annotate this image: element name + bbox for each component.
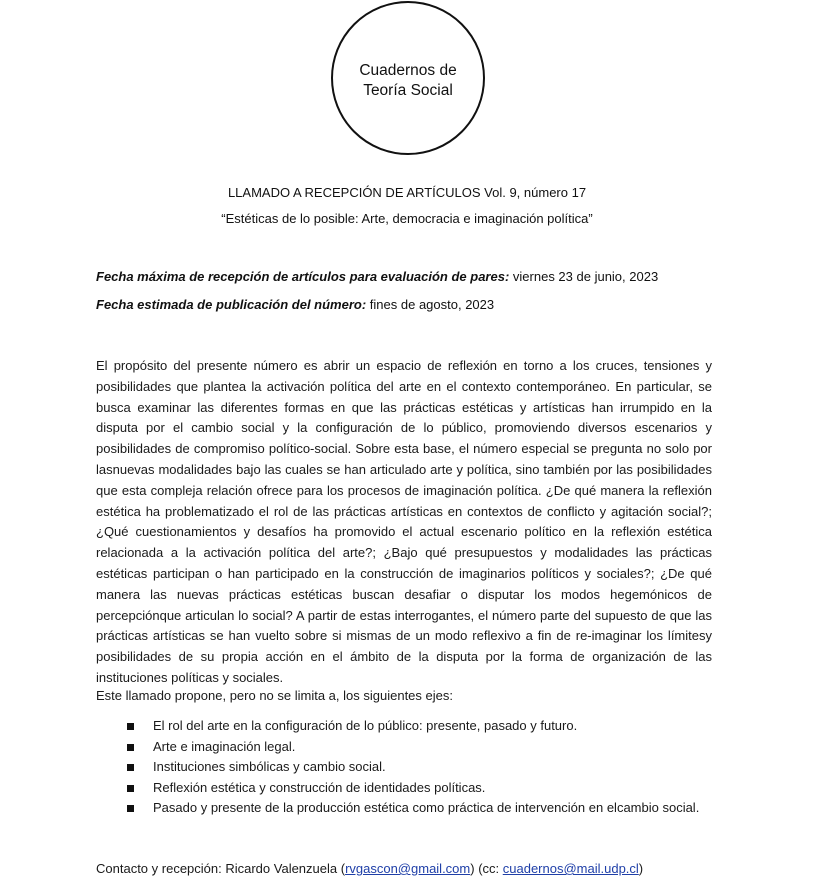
list-item — [153, 716, 713, 737]
bullet-icon — [127, 723, 134, 730]
bullet-icon — [127, 744, 134, 751]
issue-title: “Estéticas de lo posible: Arte, democracia e imaginación política” — [221, 211, 593, 226]
email-link-primary[interactable]: rvgascon@gmail.com — [345, 861, 471, 876]
eje-text: Reflexión estética y construcción de identidades políticas. — [153, 779, 486, 795]
list-item — [153, 798, 713, 819]
contact-suffix: ) — [638, 861, 644, 876]
publication-value: fines de agosto, 2023 — [366, 297, 495, 312]
eje-text: Instituciones simbólicas y cambio social. — [153, 759, 386, 775]
purpose-paragraph: El propósito del presente número es abrir un espacio de reflexión en torno a los cruces, tensiones y posibilidades que plantea la activación política del arte en el contexto contemporáneo. En particular, se busca examinar las diferentes formas en que las prácticas estéticas y artísticas han irrumpido en la disputa por el cambio social y la configuración de lo público, promoviendo diversos escenarios y posibilidades de compromiso político-social. Sobre esta base, el número especial se pregunta no solo por lasnuevas modalidades bajo las cuales se han articulado arte y política, sino también por las posibilidades que esta compleja relación ofrece para los procesos de imaginación política. ¿De qué manera la reflexión estética ha problematizado el rol de las prácticas artísticas en contextos de conflicto y agitación social?; ¿Qué cuestionamientos y desafíos ha promovido el actual escenario político en la reflexión estética relacionada a la activación política del arte?; ¿Bajo qué presupuestos y modalidades las prácticas estéticas participan o han participado en la construcción de imaginarios políticos y sociales?; ¿De qué manera las nuevas prácticas estéticas buscan desafiar o disputar los modos hegemónicos de percepciónque articulan lo social? A partir de estas interrogantes, el número parte del supuesto de que las prácticas artísticas se han vuelto sobre si mismas de un modo reflexivo a fin de re-imaginar los límitesy posibilidades de su propia acción en el ámbito de la disputa por la forma de organización de las instituciones políticas y sociales. — [96, 358, 712, 685]
eje-text: Arte e imaginación legal. — [153, 738, 296, 754]
ejes-intro: Este llamado propone, pero no se limita a, los siguientes ejes: — [96, 688, 453, 703]
deadline-line — [96, 269, 658, 284]
email-link-cc[interactable]: cuadernos@mail.udp.cl — [502, 861, 639, 876]
eje-text: El rol del arte en la configuración de lo público: presente, pasado y futuro. — [153, 718, 578, 733]
bullet-icon — [127, 805, 134, 812]
logo-line-1: Cuadernos de — [359, 62, 457, 79]
contact-line — [96, 861, 643, 876]
list-item — [153, 757, 713, 778]
deadline-label: Fecha máxima de recepción de artículos para evaluación de pares: — [96, 269, 510, 284]
eje-text: Pasado y presente de la producción estética como práctica de intervención en elcambio social. — [153, 800, 700, 816]
call-title: LLAMADO A RECEPCIÓN DE ARTÍCULOS Vol. 9, número 17 — [227, 185, 587, 200]
deadline-value: viernes 23 de junio, 2023 — [509, 269, 659, 284]
bullet-icon — [127, 764, 134, 771]
contact-middle: ) (cc: — [470, 861, 503, 876]
logo-line-2: Teoría Social — [363, 82, 453, 99]
list-item — [153, 737, 713, 758]
journal-logo — [331, 1, 485, 155]
publication-line — [96, 297, 494, 312]
ejes-list — [153, 716, 713, 819]
bullet-icon — [127, 785, 134, 792]
contact-prefix: Contacto y recepción: Ricardo Valenzuela ( — [96, 861, 346, 876]
list-item — [153, 778, 713, 799]
logo-text — [333, 61, 483, 101]
publication-label: Fecha estimada de publicación del número: — [96, 297, 367, 312]
